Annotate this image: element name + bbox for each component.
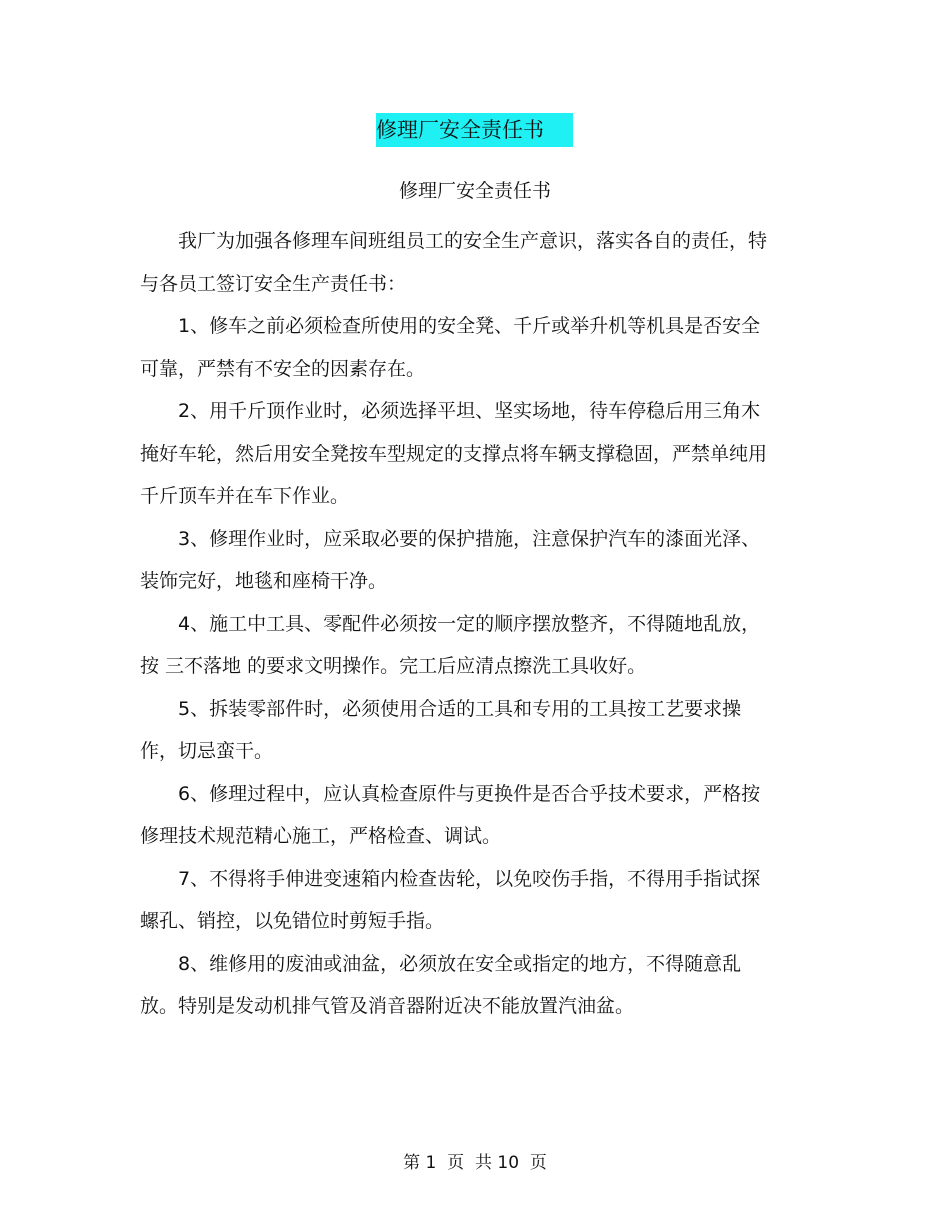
document-body [140, 220, 770, 1028]
document-subtitle: 修理厂安全责任书 [398, 180, 551, 202]
clause-1-paragraph: 1、修车之前必须检查所使用的安全凳、千斤或举升机等机具是否安全可靠，严禁有不安全的因素存在。 [140, 315, 761, 380]
clause-4-paragraph: 4、施工中工具、零配件必须按一定的顺序摆放整齐，不得随地乱放，按 三不落地 的要求文明操作。完工后应清点擦洗工具收好。 [140, 612, 761, 677]
intro-paragraph: 我厂为加强各修理车间班组员工的安全生产意识，落实各自的责任，特与各员工签订安全生产责任书： [140, 230, 768, 295]
clause-3-paragraph: 3、修理作业时，应采取必要的保护措施，注意保护汽车的漆面光泽、装饰完好，地毯和座椅干净。 [140, 527, 761, 592]
document-heading: 修理厂安全责任书 [376, 113, 573, 147]
clause-5-paragraph: 5、拆装零部件时，必须使用合适的工具和专用的工具按工艺要求操作，切忌蛮干。 [140, 697, 742, 762]
clause-8-paragraph: 8、维修用的废油或油盆，必须放在安全或指定的地方，不得随意乱放。特别是发动机排气管及消音器附近决不能放置汽油盆。 [140, 952, 742, 1017]
page-footer: 第 1 页 共 10 页 [403, 1153, 547, 1173]
clause-6-paragraph: 6、修理过程中，应认真检查原件与更换件是否合乎技术要求，严格按修理技术规范精心施工，严格检查、调试。 [140, 782, 761, 847]
clause-7-paragraph: 7、不得将手伸进变速箱内检查齿轮，以免咬伤手指，不得用手指试探螺孔、销控，以免错位时剪短手指。 [140, 867, 761, 932]
clause-2-paragraph: 2、用千斤顶作业时，必须选择平坦、坚实场地，待车停稳后用三角木掩好车轮，然后用安全凳按车型规定的支撑点将车辆支撑稳固，严禁单纯用千斤顶车并在车下作业。 [140, 400, 768, 507]
